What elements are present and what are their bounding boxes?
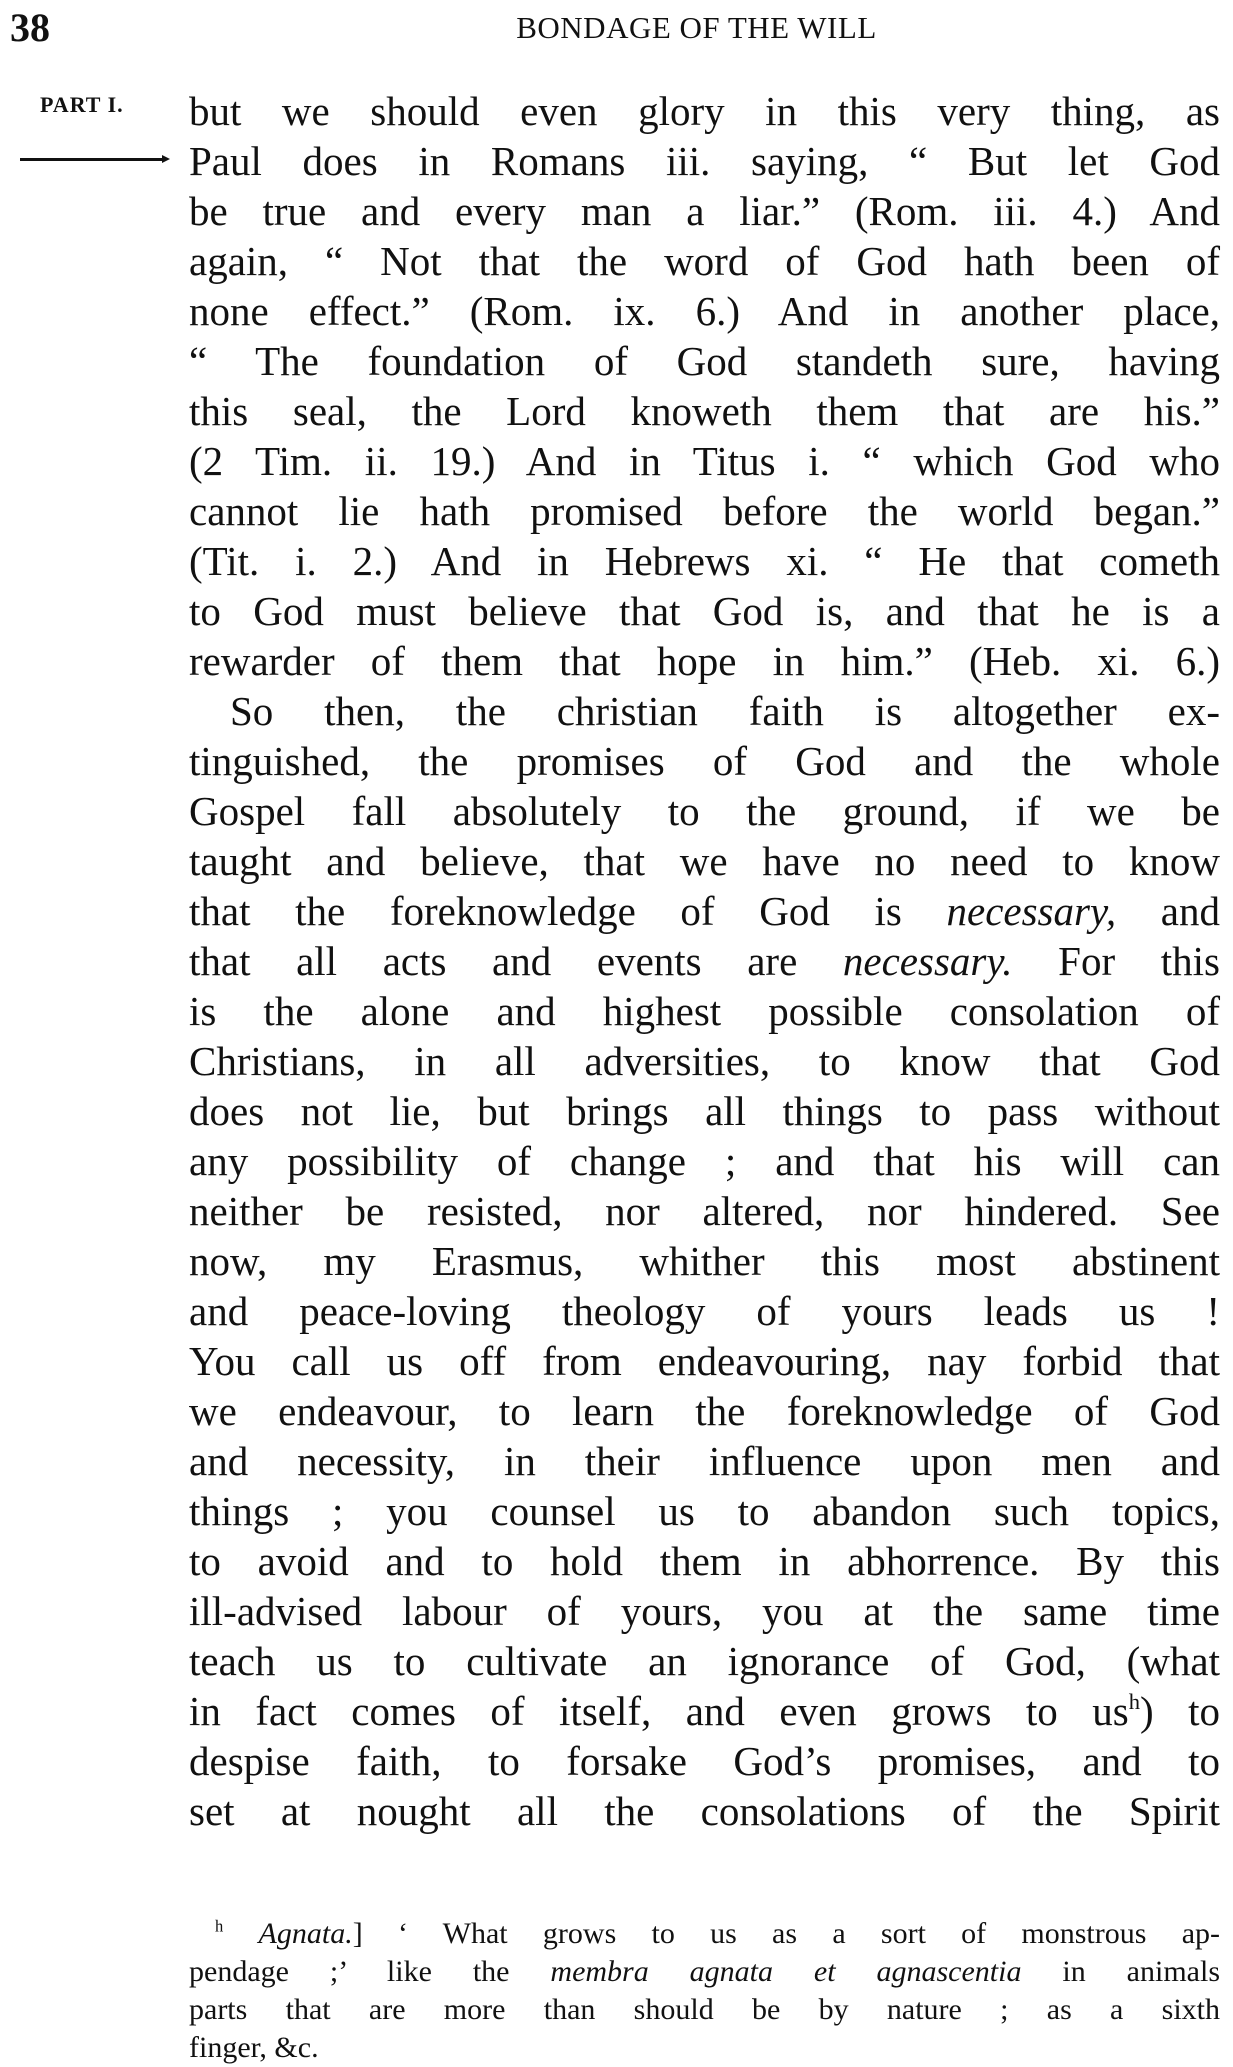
text-run: and peace-loving theology of yours leads us ! <box>189 1288 1220 1334</box>
text-line <box>189 636 1220 686</box>
text-line <box>189 1086 1220 1136</box>
text-run: we endeavour, to learn the foreknowledge of God <box>189 1388 1220 1434</box>
text-run: set at nought all the consolations of the Spirit <box>189 1788 1220 1834</box>
text-line <box>189 686 1220 736</box>
text-run: to avoid and to hold them in abhorrence. By this <box>189 1538 1220 1584</box>
footnote <box>189 1915 1220 2067</box>
text-run: taught and believe, that we have no need to know <box>189 838 1220 884</box>
text-line <box>189 886 1220 936</box>
margin-sidenote: PART I. <box>40 92 124 117</box>
text-line <box>189 1286 1220 1336</box>
text-run: to God must believe that God is, and that he is a <box>189 588 1220 634</box>
text-run: teach us to cultivate an ignorance of God, (what <box>189 1638 1220 1684</box>
page-number: 38 <box>10 5 50 50</box>
text-line <box>189 1736 1220 1786</box>
text-run: Gospel fall absolutely to the ground, if we be <box>189 788 1220 834</box>
text-run: Christians, in all adversities, to know that God <box>189 1038 1220 1084</box>
text-line <box>189 836 1220 886</box>
text-run: now, my Erasmus, whither this most abstinent <box>189 1238 1220 1284</box>
text-line <box>189 186 1220 236</box>
text-line <box>189 1036 1220 1086</box>
text-line <box>189 1686 1220 1736</box>
text-line <box>189 1636 1220 1686</box>
italic-text: membra agnata et agnascentia <box>550 1955 1022 1988</box>
text-run: cannot lie hath promised before the world began.” <box>189 488 1220 534</box>
text-line <box>189 1486 1220 1536</box>
text-run <box>223 1917 258 1950</box>
italic-text: Agnata. <box>258 1917 353 1950</box>
text-run: You call us off from endeavouring, nay forbid that <box>189 1338 1220 1384</box>
text-run: parts that are more than should be by nature ; as a sixth <box>189 1993 1220 2026</box>
text-run: in animals <box>1021 1955 1220 1988</box>
text-run: that all acts and events are <box>189 938 843 984</box>
text-run: tinguished, the promises of God and the whole <box>189 738 1220 784</box>
text-line <box>189 986 1220 1036</box>
footnote-line <box>189 2029 1220 2067</box>
text-line <box>189 336 1220 386</box>
text-line <box>189 736 1220 786</box>
text-line <box>189 436 1220 486</box>
text-run: things ; you counsel us to abandon such topics, <box>189 1488 1220 1534</box>
footnote-line <box>189 1953 1220 1991</box>
text-line <box>189 1186 1220 1236</box>
text-line <box>189 786 1220 836</box>
italic-text: necessary, <box>946 888 1117 934</box>
text-run: that the foreknowledge of God is <box>189 888 947 934</box>
text-run: and <box>1116 888 1221 934</box>
text-run: ) to <box>1140 1688 1220 1734</box>
text-run: despise faith, to forsake God’s promises, and to <box>189 1738 1220 1784</box>
text-run: does not lie, but brings all things to pass without <box>189 1088 1220 1134</box>
text-line <box>189 1786 1220 1836</box>
text-line <box>189 536 1220 586</box>
italic-text: necessary. <box>842 938 1013 984</box>
text-run: finger, &c. <box>189 2031 319 2064</box>
text-run: ] ‘ What grows to us as a sort of monstrous ap- <box>352 1917 1221 1950</box>
text-line <box>189 1386 1220 1436</box>
footnote-marker: h <box>1128 1689 1140 1715</box>
text-run: any possibility of change ; and that his will can <box>189 1138 1220 1184</box>
text-run: this seal, the Lord knoweth them that are his.” <box>189 388 1220 434</box>
margin-arrow-rule <box>20 158 166 161</box>
text-run: but we should even glory in this very thing, as <box>189 88 1220 134</box>
text-line <box>189 586 1220 636</box>
text-line <box>189 286 1220 336</box>
text-line <box>189 486 1220 536</box>
text-run: For this <box>1012 938 1220 984</box>
text-line <box>189 1336 1220 1386</box>
text-line <box>189 1236 1220 1286</box>
text-line <box>189 1436 1220 1486</box>
text-line <box>189 1536 1220 1586</box>
text-run: ill-advised labour of yours, you at the same time <box>189 1588 1220 1634</box>
text-run: pendage ;’ like the <box>189 1955 551 1988</box>
text-line <box>189 386 1220 436</box>
text-run: (2 Tim. ii. 19.) And in Titus i. “ which God who <box>189 438 1220 484</box>
text-run: Paul does in Romans iii. saying, “ But let God <box>189 138 1220 184</box>
footnote-marker: h <box>215 1916 224 1936</box>
text-line <box>189 136 1220 186</box>
text-run: (Tit. i. 2.) And in Hebrews xi. “ He that cometh <box>189 538 1220 584</box>
footnote-line <box>189 1915 1220 1953</box>
text-line <box>189 1586 1220 1636</box>
footnote-line <box>189 1991 1220 2029</box>
text-run: rewarder of them that hope in him.” (Heb. xi. 6.) <box>189 638 1220 684</box>
text-line <box>189 1136 1220 1186</box>
text-line <box>189 936 1220 986</box>
text-run: is the alone and highest possible consolation of <box>189 988 1220 1034</box>
text-run: neither be resisted, nor altered, nor hindered. See <box>189 1188 1220 1234</box>
text-run: none effect.” (Rom. ix. 6.) And in another place, <box>189 288 1220 334</box>
text-run: So then, the christian faith is altogether ex- <box>189 688 1220 734</box>
text-run: be true and every man a liar.” (Rom. iii. 4.) And <box>189 188 1220 234</box>
text-line <box>189 86 1220 136</box>
running-title: BONDAGE OF THE WILL <box>516 10 877 45</box>
text-run: “ The foundation of God standeth sure, having <box>189 338 1220 384</box>
body-text <box>189 86 1220 1836</box>
text-run: in fact comes of itself, and even grows to us <box>189 1688 1129 1734</box>
text-run: again, “ Not that the word of God hath been of <box>189 238 1220 284</box>
text-run: and necessity, in their influence upon men and <box>189 1438 1220 1484</box>
text-line <box>189 236 1220 286</box>
